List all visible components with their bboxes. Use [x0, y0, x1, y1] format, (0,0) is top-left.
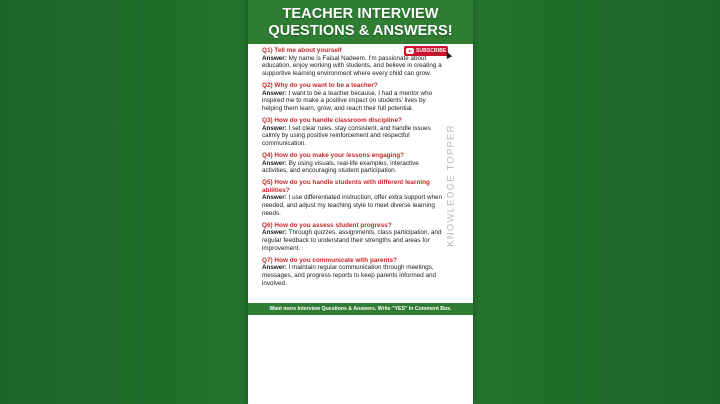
question: Q4) How do you make your lessons engaging?: [262, 151, 405, 159]
footer-banner: [248, 303, 473, 315]
question: Q1) Tell me about yourself: [262, 47, 342, 54]
answer-text: I want to be a teacher because, I had a mentor who inspired me to make a positive impact on students' lives by helping them learn, grow, and reach their full potential.: [262, 89, 433, 112]
answer-text: By using visuals, real-life examples, interactive activities, and encouraging student participation.: [262, 159, 419, 175]
answer-prefix: Answer:: [262, 264, 289, 272]
answer: [262, 229, 446, 252]
qa-item-1: [262, 47, 446, 77]
answer-text: I set clear rules, stay consistent, and handle issues calmly by using positive reinforcement and respectful communication.: [262, 124, 431, 147]
title-line-2: QUESTIONS & ANSWERS!: [268, 23, 453, 39]
answer-text: I maintain regular communication through meetings, messages, and progress reports to keep parents informed and involved.: [262, 264, 436, 287]
qa-item-2: [262, 82, 446, 112]
answer-prefix: Answer:: [262, 194, 289, 202]
answer-text: I use differentiated instruction, offer extra support when needed, and adjust my teaching style to meet diverse learning needs.: [262, 194, 443, 217]
qa-item-4: [262, 152, 446, 175]
answer: [262, 264, 446, 287]
footer-text: Want more Interview Questions & Answers. Write "YES" In Comment Box.: [269, 306, 452, 312]
answer: [262, 194, 446, 217]
qa-list: [262, 47, 446, 292]
question: Q3) How do you handle classroom discipline?: [262, 116, 402, 124]
question: Q5) How do you handle students with different learning abilities?: [262, 179, 430, 194]
answer-prefix: Answer:: [262, 89, 289, 97]
answer-text: Through quizzes, assignments, class participation, and regular feedback to understand their strengths and areas for improvement.: [262, 229, 442, 252]
question: Q2) Why do you want to be a teacher?: [262, 81, 378, 89]
answer-prefix: Answer:: [262, 159, 289, 167]
answer: [262, 125, 446, 148]
qa-item-6: [262, 222, 446, 252]
question: Q7) How do you communicate with parents?: [262, 256, 397, 264]
subscribe-label: SUBSCRIBE: [416, 48, 447, 54]
qa-item-7: [262, 257, 446, 287]
answer: [262, 55, 446, 78]
qa-item-3: [262, 117, 446, 147]
answer-prefix: Answer:: [262, 124, 289, 132]
title-banner: [248, 0, 473, 44]
answer-text: My name is Faisal Nadeem. I'm passionate about education, enjoy working with students, and believe in creating a supportive learning environment where every child can grow.: [262, 54, 442, 77]
question: Q6) How do you assess student progress?: [262, 221, 392, 229]
answer-prefix: Answer:: [262, 54, 289, 62]
answer: [262, 90, 446, 113]
answer: [262, 160, 446, 175]
qa-item-5: [262, 179, 446, 217]
answer-prefix: Answer:: [262, 229, 289, 237]
channel-watermark: [444, 123, 458, 247]
infographic-card: [248, 0, 473, 404]
title-line-1: TEACHER INTERVIEW: [282, 6, 439, 22]
watermark-text: KNOWLEDGE TOPPER: [445, 123, 457, 247]
